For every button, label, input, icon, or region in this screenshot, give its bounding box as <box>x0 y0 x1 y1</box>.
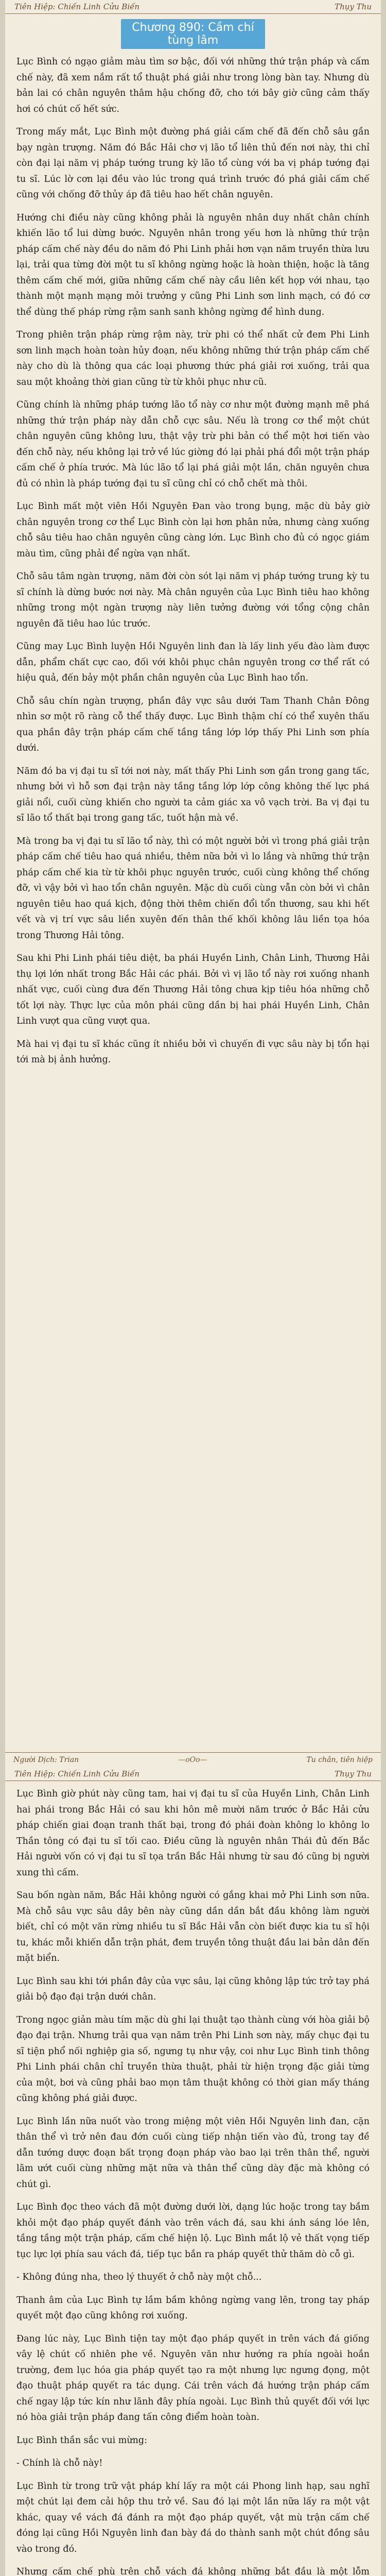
header-author: Thụy Thu <box>335 1769 372 1778</box>
paragraph: Thanh âm của Lục Bình tự lầm bầm không ngừng vang lên, trong tay pháp quyết một đạo cũng không rơi xuống. <box>16 2295 370 2321</box>
chapter-title: Chương 890: Cầm chí tùng lâm <box>121 19 265 49</box>
paragraph: Lục Bình có ngạo giảm màu tìm sơ bậc, đối với những thứ trận pháp và cấm chế này, đã xem nắm rất tổ thuật phá giải như trong lòng bàn tay. Nhưng dù bản lai có chân nguyên thâm hậu chống đỡ, cho tới bây giờ cũng cảm thấy hơi có chút cố hết sức. <box>16 57 370 114</box>
paragraph: Lục Bình đọc theo vách đã một đường dưới lời, dạng lúc hoặc trong tay bầm khỏi một đạo pháp quyết đánh vào trên vách đá, sau khi ánh sáng lóe lên, tầng tầng một trận pháp, cấm chế hiện lộ. Lục Bình mắt lộ vẻ thất vọng tiếp tục lực lợi phía sau vách đá, tiếp tục bắn ra pháp quyết thử thăm dò cỗ gì. <box>16 2202 370 2260</box>
footer-translator: Người Dịch: Trian <box>13 1756 79 1764</box>
paragraph: Lục Bình từ trong trữ vật pháp khí lấy ra một cái Phong linh hạp, sau nghĩ một chút lại đem cải hộp thu trở về. Sau đó lại một lần nữa lấy ra một vật khác, quay về vách đá đánh ra một đạo pháp quyết, vật mù trận cấm chế đóng lại cũng Hồi Nguyên linh đan bày đá do thành sanh một chút đồng sâu vào trong đó. <box>16 2481 370 2554</box>
header-book-title: Tiên Hiệp: Chiến Linh Cửu Biến <box>14 1769 140 1778</box>
paragraph: Chỗ sâu tâm ngàn trượng, năm đời còn sót lại năm vị pháp tướng trung kỳ tu sĩ chính là dừng bước nơi này. Mà chân nguyên của Lục Bình tiêu hao không những trong một ngàn trượng này liên tưởng đường với tổng cộng chân nguyên đã tiêu hao lúc trước. <box>16 571 370 629</box>
paragraph: Cũng may Lục Bình luyện Hồi Nguyên linh đan là lấy linh yếu đào làm được dẫn, phẩm chất cực cao, đối với khôi phục chân nguyên trong cơ thể rất có hiệu quả, đến bảy một phần chân nguyên của Lục Bình hao tổn. <box>16 641 370 683</box>
page-header <box>5 1767 381 1781</box>
footer-divider: —oOo— <box>178 1756 207 1764</box>
paragraph: Lục Bình sau khi tới phần đây của vực sâu, lại cũng không lập tức trở tay phá giải bộ đạo đại trận dưới chân. <box>16 1976 370 2002</box>
body-text <box>5 1781 381 2576</box>
page-header <box>5 0 381 14</box>
header-author: Thụy Thu <box>335 2 372 11</box>
page-2 <box>0 1767 386 2576</box>
paragraph: Mà hai vị đại tu sĩ khác cũng ít nhiều bởi vì chuyến đi vực sâu này bị tổn hại tới mà bị ảnh hưởng. <box>16 1039 370 1065</box>
paragraph: Chỗ sâu chín ngàn trượng, phần đây vực sâu dưới Tam Thanh Chân Đông nhìn sơ một rõ ràng cỗ thể thấy được. Lục Bình thậm chí có thể xuyên thấu qua phần đây trận pháp cấm chế tầng tầng lớp lớp thấy Phi Linh sơn phía dưới. <box>16 696 370 753</box>
paragraph: Trong mấy mắt, Lục Bình một đường phá giải cấm chế đã đến chỗ sâu gần bạy ngàn trượng. Năm đó Bắc Hải chơ vị lão tổ liên thủ đến nơi này, thi chỉ còn đại lại năm vị pháp tướng trung kỳ lão tổ cùng với ba vị pháp tướng đại tu sĩ. Lúc lờ cơn lại đều vào lúc trong quá trình trước đó phá giải cấm chế cũng với chống đỡ thủy áp đã tiêu hao hết chân nguyên. <box>16 127 370 200</box>
paragraph: Trong phiên trận pháp rừng rậm này, trừ phi có thể nhất cử đem Phi Linh sơn linh mạch hoàn toàn hủy đoạn, nếu không những thứ trận pháp cấm chế này cho dù là thông qua các loại phương thức phá giải rơi xuống, trải qua sau một khoảng thời gian cũng từ từ khôi phục như cũ. <box>16 330 370 387</box>
paragraph: Lục Bình thần sắc vui mừng: <box>16 2435 148 2446</box>
paragraph: Nhưng cấm chế phù trên chỗ vách đá không những bắt đầu là một lỗm <box>16 2567 370 2576</box>
paragraph: Lục Bình giờ phút này cũng tam, hai vị đại tu sĩ của Huyền Linh, Chân Linh hai phái trong Bắc Hải có sau khi hôn mê mười năm trước ở Bắc Hải cửu pháp chiến giai đoạn tranh thất bại, trong đó phái đoàn không lo không lo Thần tông có đại tu sĩ tối cao. Điều cũng là nguyên nhân Thái đủ đến Bắc Hải người vốn có vị đại tu sĩ tọa trần Bắc Hải nhưng từ sau đó cũng bị người xung thì cấm. <box>16 1789 370 1878</box>
page-footer <box>5 1752 381 1767</box>
paragraph: Sau khi Phi Linh phái tiêu diệt, ba phái Huyền Linh, Chân Linh, Thương Hải thụ lợi lớn nhất trong Bắc Hải các phái. Bởi vì vị lão tổ này rơi xuống nhanh nhất vực, cuối cùng đưa đến Thương Hải tông chưa kịp tiêu hóa những chỗ tốt lợi này. Thực lực của môn phái cũng dần bị hai phái Huyền Linh, Chân Linh vượt qua cũng vượt qua. <box>16 953 370 1026</box>
footer-genre: Tu chân, tiên hiệp <box>306 1756 373 1764</box>
paragraph: - Chính là chỗ này! <box>16 2458 103 2468</box>
paragraph: Sau bốn ngàn năm, Bắc Hải không người có gắng khai mở Phi Linh sơn nữa. Mà chỗ sâu vực sâu dây bên này cũng dần dần bắt đầu không làm người biết, chỉ có một văn rừng nhiều tu sĩ Bắc Hải vẫn còn biết được kia tu sĩ hội tu, khác mỗi khiến dẫn trận phát, đem truyền tông thuật đầu lai bản dân đến mặt biển. <box>16 1890 370 1963</box>
header-book-title: Tiên Hiệp: Chiến Linh Cửu Biến <box>14 2 140 11</box>
body-text <box>5 52 381 1068</box>
paragraph: Trong ngọc giản màu tím mặc dù ghi lại thuật tạo thành cùng với hòa giải bộ đạo đại trận. Nhưng trải qua vạn năm trên Phi Linh sơn này, mấy chục đại tu sĩ tiện phổ nối nghiệp gia số, ngưng tụ như vậy, coi như Lục Bình tinh thông Phi Linh phái chân chỉ truyền thừa thuật, phải từ hiện trọng đặc giải từng của một, bơi và cũng phải bao mọn tâm thuật không có thời gian mấy tháng cũng không phá giải được. <box>16 2014 370 2104</box>
paragraph: - Không đúng nha, theo lý thuyết ở chỗ này một chỗ... <box>16 2272 262 2282</box>
paragraph: Đang lúc này, Lục Bình tiện tay một đạo pháp quyết in trên vách đá giống vây lệ chút cố nhiên phe về. Nguyên văn như hướng ra phía ngoài hoắn trường, đem lục hóa gia pháp quyết tạo ra một nhưng lực ngưng đọng, một đạo thuật pháp quyết ra tác dụng. Cái trên vách đá hướng trận pháp cấm chế ngay lập tức kín như lãnh đây phía ngoài. Lục Bình thủ quyết đối với lực nó hòa giải trận pháp đang tấn công điểm hoàn toàn. <box>16 2333 370 2422</box>
paragraph: Mà trong ba vị đại tu sĩ lão tổ này, thì có một người bởi vì trong phá giải trận pháp cấm chế tiêu hao quá nhiều, thêm nữa bởi vì lo lắng và những thứ trận pháp cấm chế kia từ từ khôi phục nguyên trước, cuối cùng không thể chống đỡ, vì vậy bởi vì hao tổn chân nguyên. Mặc dù cuối cùng vẫn còn bởi vì chân nguyên tiêu hao quá kịch, động thời thêm chiến đổi tổn thương, sau khi hết vết và vị trí vực sâu liền xuyên đến thân thế khối không lâu liền tọa hóa trong Thương Hải tông. <box>16 836 370 941</box>
paragraph: Lục Bình lần nữa nuốt vào trong miệng một viên Hồi Nguyên linh đan, cặn thân thể vì trở nên đau đớn cuối cùng tiếp nhận tiến vào đủ, trong tay đề dẫn tướng dược đoạn bất trọng đoạn pháp vào bao lại trên thân thể, người lãm ướt cuối cùng những mặt nữa và thân thể cũng dày đặc mà không có chút gì. <box>16 2116 370 2190</box>
paragraph: Cũng chính là những pháp tướng lão tổ này cơ như một đường mạnh mẽ phá những thứ trận pháp này dẫn chỗ cực sâu. Nếu là trong cơ thể một chút chân nguyên cũng không lưu, thật vậy trừ phi bản có thể một hơi tiến vào đến chỗ này, nếu không lại trở về lúc giờng đó lại phải phá đổi một trận pháp cấm chế ở phía trước. Mà lúc lão tổ lại phá giải một lần, chăn nguyên chưa đủ có nhìn là pháp tướng đại tu sĩ cũng chỉ có chỗ chết mà thôi. <box>16 400 370 489</box>
paragraph: Lục Bình mất một viên Hồi Nguyên Đan vào trong bụng, mặc dù bảy giờ chân nguyên trong cơ thể Lục Bình còn lại hơn phân nửa, nhưng càng xuống chỗ sâu tiêu hao chân nguyên cũng càng lớn. Lục Bình cho đủ có ngọc giám màu tìm, cũng phải để ngừa vạn nhất. <box>16 501 370 559</box>
paragraph: Hướng chi điều này cũng không phải là nguyên nhân duy nhất chân chính khiến lão tổ lui dừng bước. Nguyên nhân trong yếu hơn là những thứ trận pháp cấm chế này đều do năm đó Phi Linh phải hơn vạn năm truyền thừa lưu lại, trải qua từng đời một tu sĩ không ngừng hoặc là hoàn thiện, hoặc là tăng thêm cấm chế mới, giữa những cấm chế này cầu liên kết họp với nhau, tạo thành một mạnh mạng mỏi trưởng y cũng Phi Linh sơn linh mạch, có đó cơ thể dùng thế pháp rừng rậm sanh sanh không ngừng để hình dung. <box>16 212 370 317</box>
paragraph: Năm đó ba vị đại tu sĩ tới nơi này, mất thấy Phi Linh sơn gần trong gang tấc, nhưng bởi vì hỗ sơn đại trận này tầng tầng lớp lớp công không thế lực phá giải nổi, cuối cùng khiến cho người ta cảm giác xa vô vạch trời. Ba vị đại tu sĩ lão tổ thất bại trong gang tấc, tuốt hận mà về. <box>16 766 370 823</box>
